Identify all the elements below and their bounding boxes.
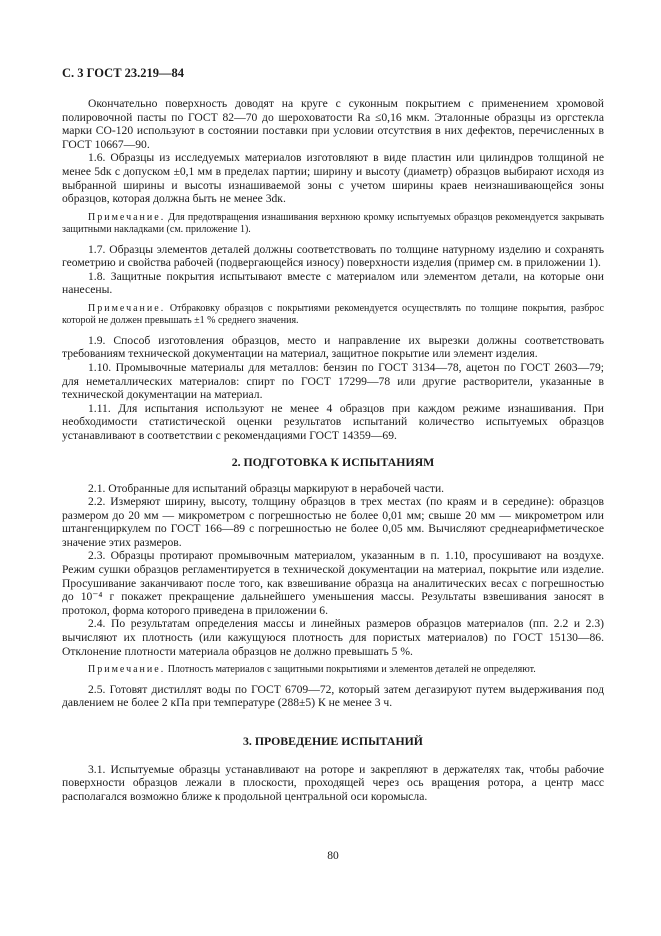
paragraph-2-4: 2.4. По результатам определения массы и линейных размеров образцов материалов (пп. 2.2 и 2.3) вычисляют их плотность (или кажущуюся плотность для пористых материалов) по ГОСТ 15130—86. Отклонение плотности материала образцов не должно превышать 5 %.: [62, 617, 604, 658]
section-2-title: 2. ПОДГОТОВКА К ИСПЫТАНИЯМ: [231, 454, 435, 469]
note-2: [62, 303, 604, 328]
document-body: [62, 97, 604, 804]
paragraph-2-2: 2.2. Измеряют ширину, высоту, толщину образцов в трех местах (по краям и в середине): образцов размером до 20 мм — микрометром с погрешностью не более 0,01 мм; свыше 20 мм — микрометром или штангенциркулем по ГОСТ 166—89 с погрешностью не более 0,05 мм. Вычисляют среднеарифметическое значение этих размеров.: [62, 495, 604, 549]
page-number: 80: [327, 850, 339, 862]
paragraph-2-1: 2.1. Отобранные для испытаний образцы маркируют в нерабочей части.: [88, 481, 445, 495]
paragraph-2-5: 2.5. Готовят дистиллят воды по ГОСТ 6709—72, который затем дегазируют путем выдерживания под давлением не более 2 кПа при температуре (288±5) К не менее 3 ч.: [62, 682, 604, 710]
paragraph-1-9: 1.9. Способ изготовления образцов, место и направление их вырезки должны соответствовать требованиям технической документации на материал, защитное покрытие или элемент изделия.: [62, 333, 604, 361]
note-3: [62, 664, 604, 676]
paragraph-3-1: 3.1. Испытуемые образцы устанавливают на роторе и закрепляют в держателях так, чтобы рабочие поверхности образцов лежали в плоскости, проходящей через ось вращения ротора, а центр масс располагался возможно ближе к продольной центральной оси коромысла.: [62, 762, 604, 803]
note-1: [62, 212, 604, 237]
page-header: С. 3 ГОСТ 23.219—84: [62, 66, 185, 80]
note-label: Примечание.: [88, 302, 166, 314]
paragraph-1-7: 1.7. Образцы элементов деталей должны соответствовать по толщине натурному изделию и сохранять геометрию и свойства рабочей (подвергающейся износу) поверхности изделия (пример см. в приложении 1).: [62, 242, 604, 270]
note-text: Для предотвращения изнашивания верхнюю кромку испытуемых образцов рекомендуется закрывать защитными накладками (см. приложение 1).: [62, 211, 604, 236]
paragraph-1-10: 1.10. Промывочные материалы для металлов: бензин по ГОСТ 3134—78, ацетон по ГОСТ 2603—79; для неметаллических материалов: спирт по ГОСТ 17299—78 или другие растворители, указанные в технической документации на материал.: [62, 360, 604, 402]
paragraph-1-6: 1.6. Образцы из исследуемых материалов изготовляют в виде пластин или цилиндров толщиной не менее 5dк с допуском ±0,1 мм в пределах партии; ширину и высоту (диаметр) образцов выбирают исходя из выбранной ширины и высоты изнашиваемой зоны с учетом ширины краев неизнашивающейся зоны образцов, которая должна быть не менее 3dк.: [62, 151, 604, 206]
note-label: Примечание.: [88, 211, 166, 223]
paragraph-intro: Окончательно поверхность доводят на круге с суконным покрытием с применением хромовой полировочной пасты по ГОСТ 82—70 до шероховатости Ra ≤0,16 мкм. Эталонные образцы из оргстекла марки СО-120 используют в состоянии поставки при условии отсутствия в них дефектов, перечисленных в ГОСТ 10667—90.: [62, 97, 604, 151]
paragraph-1-11: 1.11. Для испытания используют не менее 4 образцов при каждом режиме изнашивания. При необходимости статистической оценки результатов испытаний количество испытуемых образцов устанавливают в соответствии с рекомендациями ГОСТ 14359—69.: [62, 401, 604, 442]
paragraph-1-8: 1.8. Защитные покрытия испытывают вместе с материалом или элементом детали, на которые они нанесены.: [62, 269, 604, 297]
paragraph-2-3: 2.3. Образцы протирают промывочным материалом, указанным в п. 1.10, просушивают на воздухе. Режим сушки образцов регламентируется в технической документации на материал, покрытие или изделие. Просушивание заканчивают после того, как взвешивание образца на аналитических весах с погрешностью до 10⁻⁴ г покажет прекращение дальнейшего уменьшения массы. Результаты взвешивания заносят в протокол, форма которого приведена в приложении 6.: [62, 549, 604, 617]
note-label: Примечание.: [88, 664, 166, 676]
note-text: Плотность материалов с защитными покрытиями и элементов деталей не определяют.: [165, 664, 536, 676]
section-3-title: 3. ПРОВЕДЕНИЕ ИСПЫТАНИЙ: [243, 733, 423, 748]
note-text: Отбраковку образцов с покрытиями рекомендуется осуществлять по толщине покрытия, разброс которой не должен превышать ±1 % среднего значения.: [62, 302, 604, 327]
